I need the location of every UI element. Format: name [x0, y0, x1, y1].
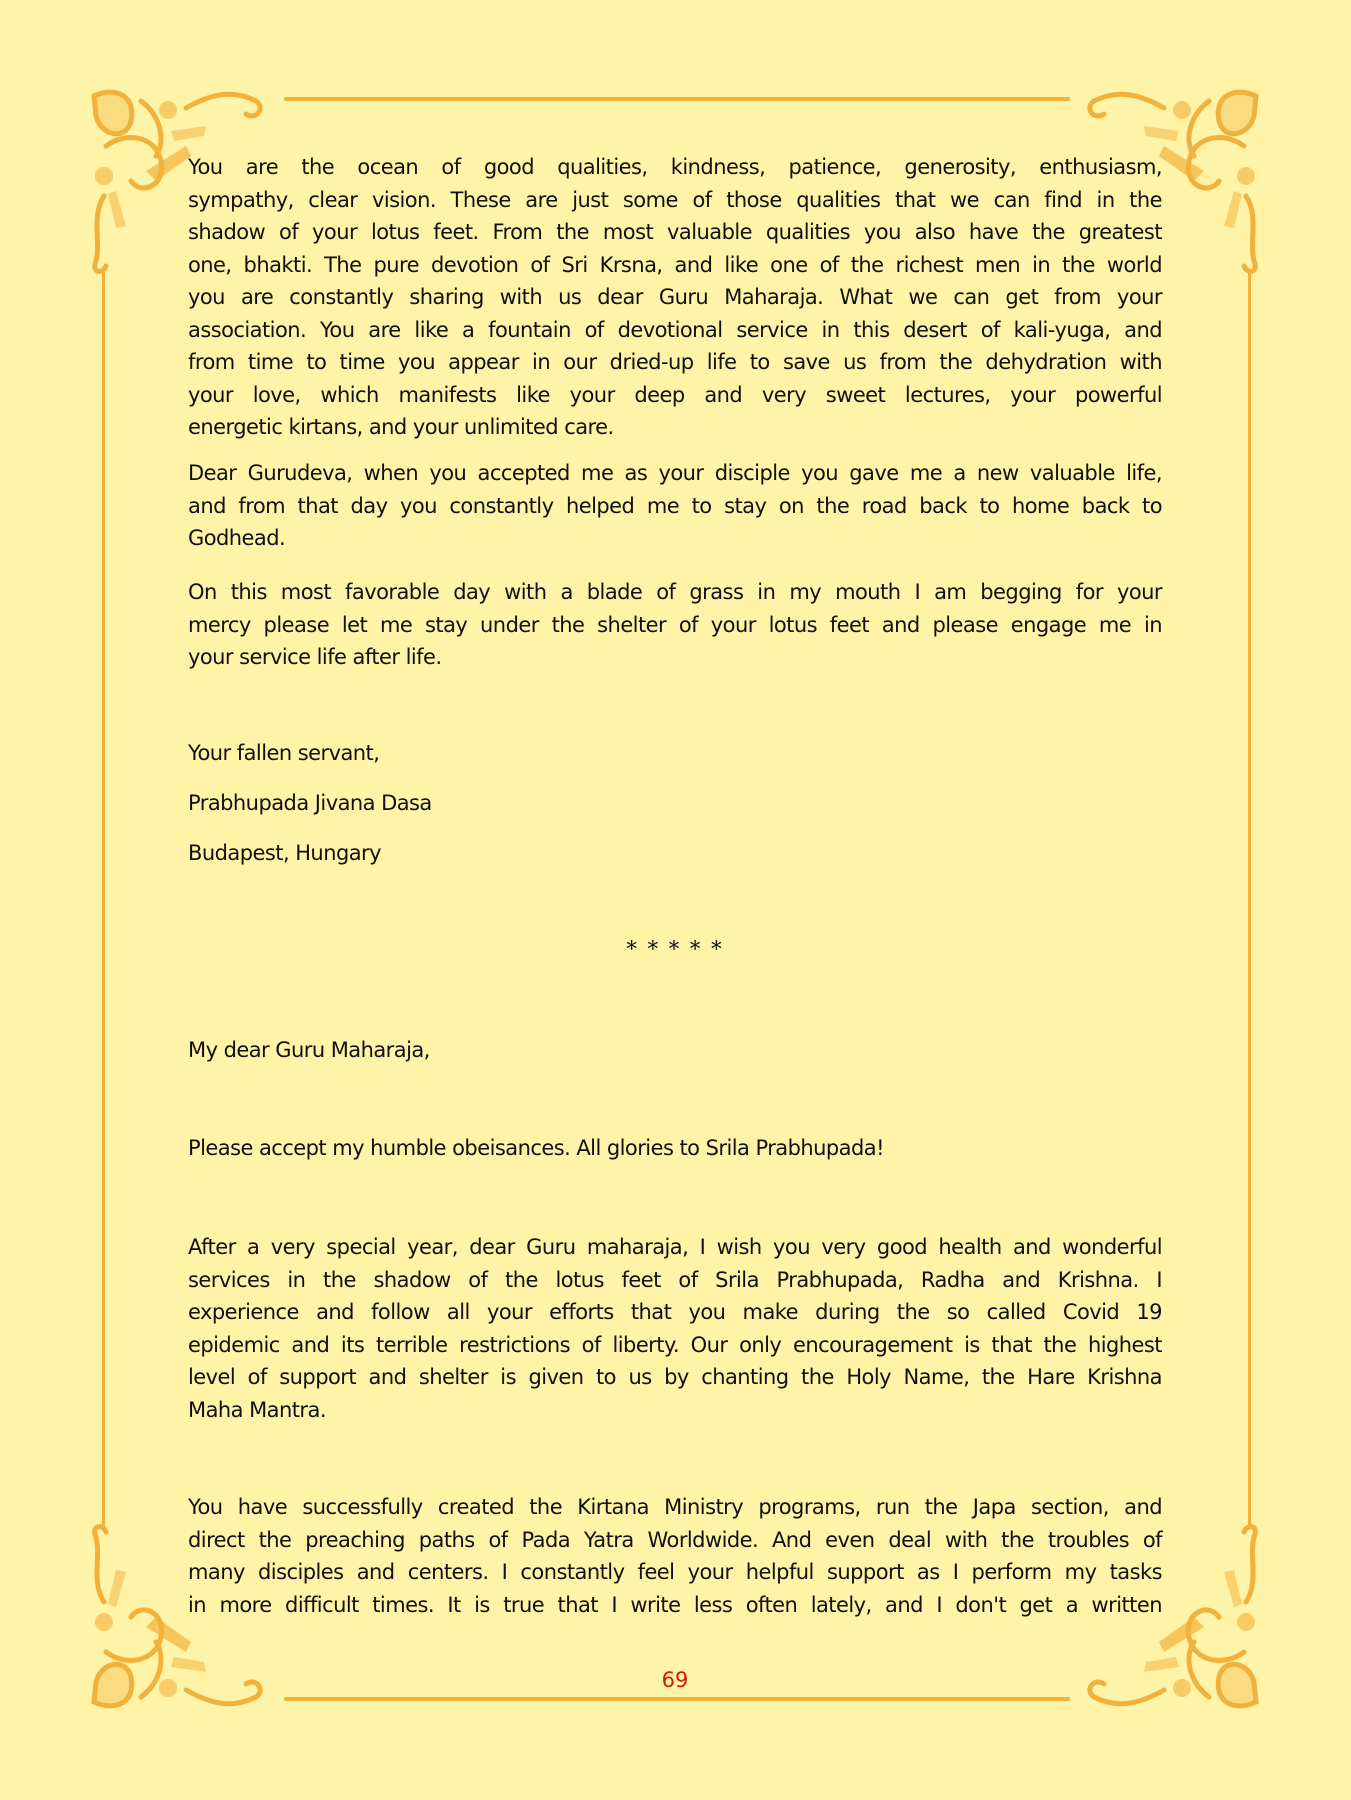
text-line: association. You are like a fountain of devotional service in this desert of kali-yuga, and [188, 318, 1162, 342]
border-left-line [102, 272, 105, 1528]
border-top-line [284, 97, 1070, 101]
text-line: one, bhakti. The pure devotion of Sri Krsna, and like one of the richest men in the world [188, 253, 1162, 277]
location: Budapest, Hungary [188, 841, 382, 865]
text-line: in more difficult times. It is true that I write less often lately, and I don't get a written [188, 1593, 1162, 1617]
text-line: and from that day you constantly helped me to stay on the road back to home back to [188, 494, 1162, 518]
corner-ornament-top-left-icon [86, 86, 276, 276]
text-line: direct the preaching paths of Pada Yatra Worldwide. And even deal with the troubles of [188, 1528, 1162, 1552]
text-line: You are the ocean of good qualities, kindness, patience, generosity, enthusiasm, [188, 155, 1162, 179]
salutation: My dear Guru Maharaja, [188, 1038, 430, 1062]
text-line: sympathy, clear vision. These are just some of those qualities that we can find in the [188, 188, 1162, 212]
text-line: your service life after life. [188, 645, 442, 669]
text-line: mercy please let me stay under the shelter of your lotus feet and please engage me in [188, 613, 1162, 637]
closing: Your fallen servant, [188, 741, 380, 765]
text-line: shadow of your lotus feet. From the most valuable qualities you also have the greatest [188, 220, 1162, 244]
separator: * * * * * [626, 937, 724, 961]
text-line: On this most favorable day with a blade of grass in my mouth I am begging for your [188, 580, 1162, 604]
corner-ornament-top-right-icon [1074, 86, 1264, 276]
page-number: 69 [661, 1668, 689, 1692]
text-line: energetic kirtans, and your unlimited care. [188, 415, 614, 439]
text-line: Maha Mantra. [188, 1398, 326, 1422]
text-line: You have successfully created the Kirtana Ministry programs, run the Japa section, and [188, 1495, 1162, 1519]
greeting: Please accept my humble obeisances. All glories to Srila Prabhupada! [188, 1136, 884, 1160]
text-line: epidemic and its terrible restrictions of liberty. Our only encouragement is that the highest [188, 1333, 1162, 1357]
border-bottom-line [284, 1697, 1070, 1701]
text-line: services in the shadow of the lotus feet of Srila Prabhupada, Radha and Krishna. I [188, 1268, 1162, 1292]
text-line: After a very special year, dear Guru maharaja, I wish you very good health and wonderful [188, 1235, 1162, 1259]
text-line: your love, which manifests like your deep and very sweet lectures, your powerful [188, 383, 1162, 407]
text-line: level of support and shelter is given to us by chanting the Holy Name, the Hare Krishna [188, 1365, 1162, 1389]
text-line: from time to time you appear in our dried-up life to save us from the dehydration with [188, 350, 1162, 374]
signature: Prabhupada Jivana Dasa [188, 791, 432, 815]
border-right-line [1248, 272, 1251, 1528]
text-line: experience and follow all your efforts that you make during the so called Covid 19 [188, 1300, 1162, 1324]
text-line: you are constantly sharing with us dear Guru Maharaja. What we can get from your [188, 285, 1162, 309]
text-line: many disciples and centers. I constantly feel your helpful support as I perform my tasks [188, 1560, 1162, 1584]
text-line: Dear Gurudeva, when you accepted me as your disciple you gave me a new valuable life, [188, 461, 1162, 485]
text-line: Godhead. [188, 526, 286, 550]
